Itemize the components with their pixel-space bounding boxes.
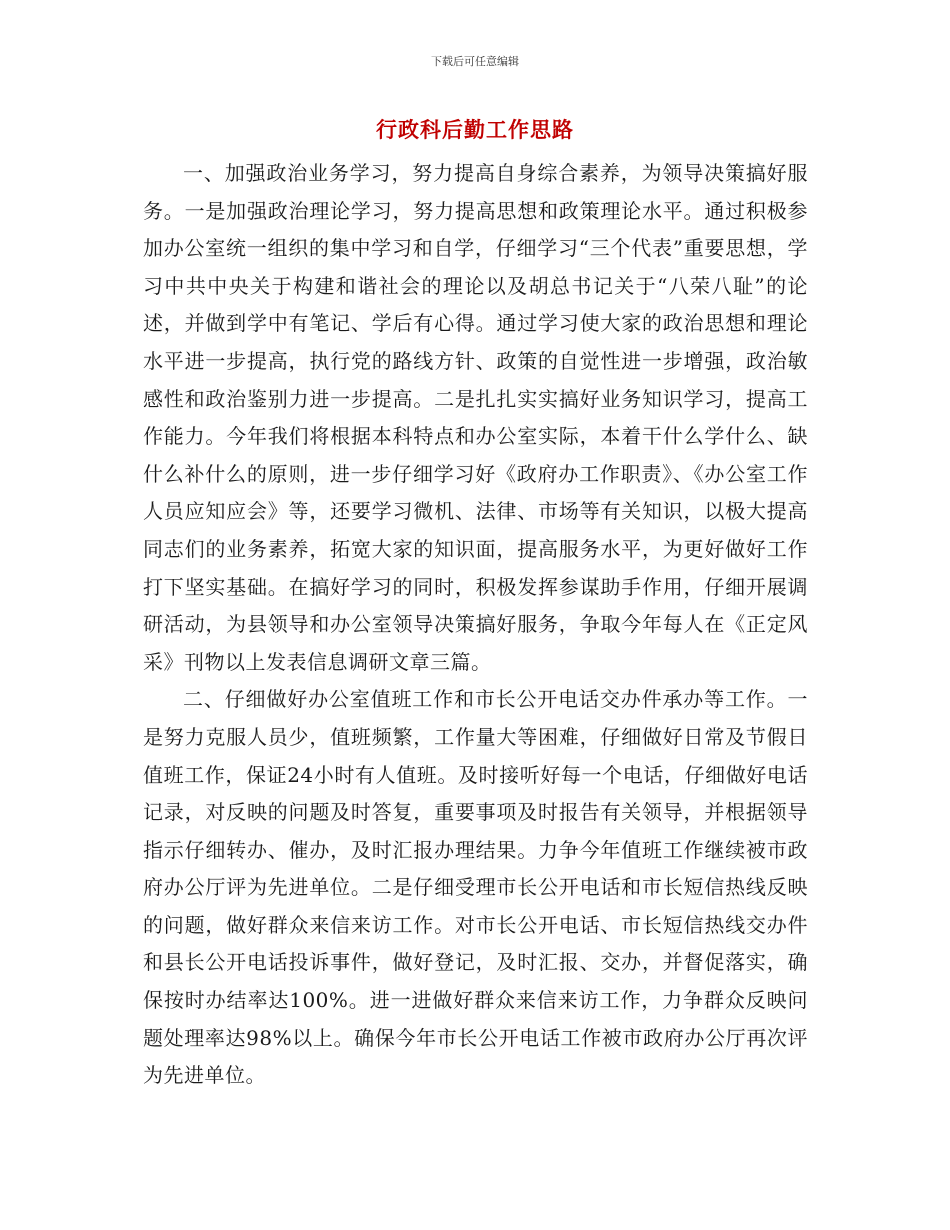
header-note: 下载后可任意编辑 [431,55,519,68]
document-title: 行政科后勤工作思路 [376,117,574,142]
paragraph-1: 一、加强政治业务学习，努力提高自身综合素养，为领导决策搞好服务。一是加强政治理论学习，努力提高思想和政策理论水平。通过积极参加办公室统一组织的集中学习和自学，仔细学习“三个代表”重要思想，学习中共中央关于构建和谐社会的理论以及胡总书记关于“八荣八耻”的论述，并做到学中有笔记、学后有心得。通过学习使大家的政治思想和理论水平进一步提高，执行党的路线方针、政策的自觉性进一步增强，政治敏感性和政治鉴别力进一步提高。二是扎扎实实搞好业务知识学习，提高工作能力。今年我们将根据本科特点和办公室实际，本着干什么学什么、缺什么补什么的原则，进一步仔细学习好《政府办工作职责》、《办公室工作人员应知应会》等，还要学习微机、法律、市场等有关知识，以极大提高同志们的业务素养，拓宽大家的知识面，提高服务水平，为更好做好工作打下坚实基础。在搞好学习的同时，积极发挥参谋助手作用，仔细开展调研活动，为县领导和办公室领导决策搞好服务，争取今年每人在《正定风采》刊物以上发表信息调研文章三篇。 [143,161,808,674]
document-body [143,155,808,1095]
paragraph-2: 二、仔细做好办公室值班工作和市长公开电话交办件承办等工作。一是努力克服人员少，值班频繁，工作量大等困难，仔细做好日常及节假日值班工作，保证24小时有人值班。及时接听好每一个电话，仔细做好电话记录，对反映的问题及时答复，重要事项及时报告有关领导，并根据领导指示仔细转办、催办，及时汇报办理结果。力争今年值班工作继续被市政府办公厅评为先进单位。二是仔细受理市长公开电话和市长短信热线反映的问题，做好群众来信来访工作。对市长公开电话、市长短信热线交办件和县长公开电话投诉事件，做好登记，及时汇报、交办，并督促落实，确保按时办结率达100%。进一进做好群众来信来访工作，力争群众反映问题处理率达98%以上。确保今年市长公开电话工作被市政府办公厅再次评为先进单位。 [143,687,808,1088]
